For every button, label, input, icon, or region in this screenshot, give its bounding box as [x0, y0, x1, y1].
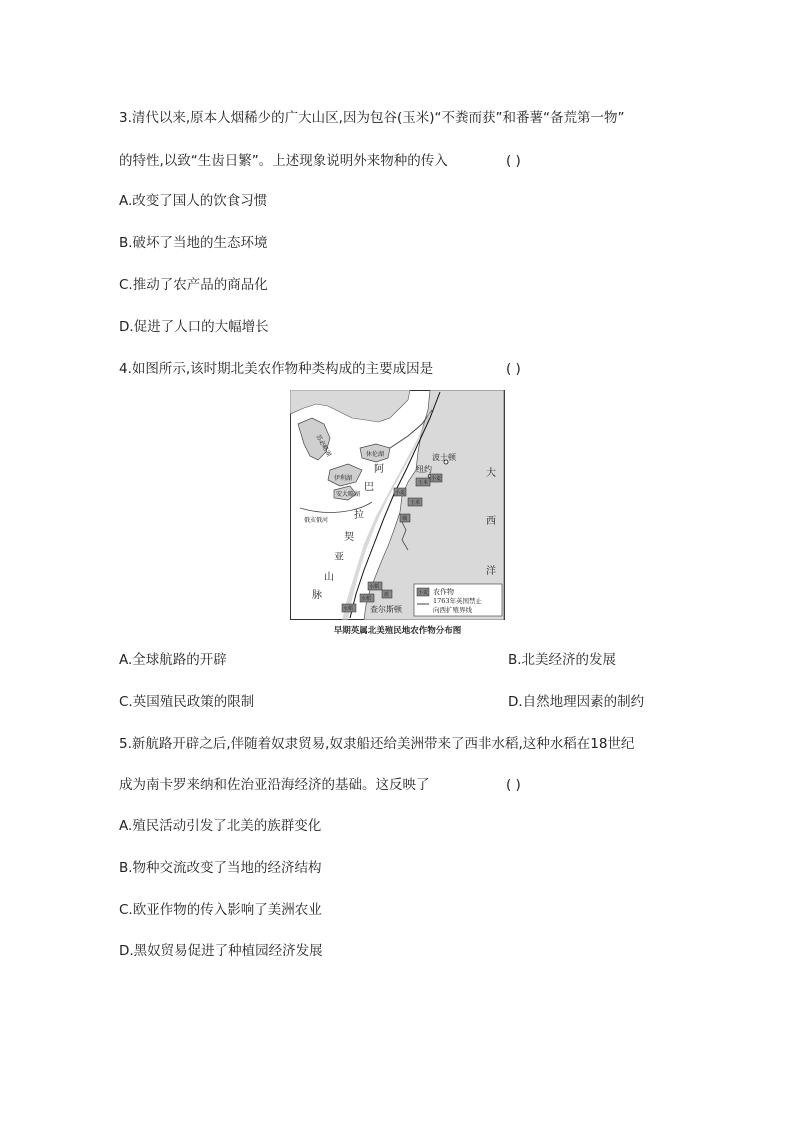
- svg-text:水稻: 水稻: [369, 584, 380, 590]
- q3-answer-paren: ( ): [506, 153, 521, 169]
- label-appalachian-5: 山: [324, 572, 334, 583]
- label-lake-superior: 苏必略湖: [314, 433, 333, 458]
- label-appalachian-6: 脉: [312, 590, 322, 601]
- svg-text:玉米: 玉米: [418, 480, 429, 486]
- map-legend: [414, 584, 502, 616]
- q3-stem-line1: 3.清代以来,原本人烟稀少的广大山区,因为包谷(玉米)“不粪而获”和番薯“备荒第一物”: [119, 110, 625, 126]
- q4-answer-paren: ( ): [506, 361, 521, 377]
- q4-option-d: D.自然地理因素的制约: [508, 694, 645, 710]
- crop-box-lan: [382, 590, 392, 598]
- svg-text:玉米: 玉米: [410, 500, 421, 506]
- svg-text:小麦: 小麦: [395, 490, 406, 496]
- q5-stem-line1: 5.新航路开辟之后,伴随着奴隶贸易,奴隶船还给美洲带来了西非水稻,这种水稻在18世纪: [119, 736, 635, 752]
- label-atlantic-1: 西: [486, 516, 496, 527]
- crop-box-yumi: [416, 478, 430, 486]
- q4-option-b: B.北美经济的发展: [508, 652, 617, 668]
- label-atlantic-2: 洋: [486, 566, 496, 577]
- label-appalachian-4: 亚: [334, 552, 344, 563]
- label-atlantic-0: 大: [486, 468, 496, 479]
- svg-text:农作物: 农作物: [433, 588, 454, 596]
- svg-text:向西扩殖界线: 向西扩殖界线: [433, 606, 472, 614]
- label-lake-ontario: 安大略湖: [336, 491, 361, 498]
- crop-box-shuidao-2: [360, 594, 374, 602]
- q5-option-b: B.物种交流改变了当地的经济结构: [119, 860, 322, 876]
- q3-option-b: B.破坏了当地的生态环境: [119, 235, 268, 251]
- crop-box-xiaomai-north: [430, 474, 442, 482]
- q5-option-c: C.欧亚作物的传入影响了美洲农业: [119, 902, 322, 918]
- label-lake-erie: 伊利湖: [334, 475, 353, 482]
- map-caption: 早期英属北美殖民地农作物分布图: [333, 626, 462, 636]
- q3-option-a: A.改变了国人的饮食习惯: [119, 193, 268, 209]
- crop-box-yan: [400, 514, 410, 522]
- label-new-york: 纽约: [416, 465, 432, 474]
- svg-text:水稻: 水稻: [361, 596, 372, 602]
- svg-text:蓝: 蓝: [384, 592, 390, 598]
- label-ohio-river: 俄亥俄河: [304, 517, 329, 524]
- label-charleston: 查尔斯顿: [370, 605, 402, 614]
- label-appalachian-0: 阿: [374, 464, 384, 475]
- q3-option-c: C.推动了农产品的商品化: [119, 277, 268, 293]
- label-appalachian-1: 巴: [364, 482, 374, 493]
- q4-stem: 4.如图所示,该时期北美农作物种类构成的主要成因是: [119, 361, 434, 377]
- svg-text:水稻: 水稻: [343, 606, 354, 612]
- svg-text:小麦: 小麦: [431, 476, 442, 482]
- colonial-crop-map: [290, 390, 505, 620]
- label-appalachian-3: 契: [344, 532, 354, 543]
- crop-box-xiaomai-mid: [394, 488, 406, 496]
- q5-stem-line2: 成为南卡罗来纳和佐治亚沿海经济的基础。这反映了: [119, 777, 430, 793]
- label-boston: 波士顿: [432, 453, 456, 462]
- label-appalachian-2: 拉: [354, 510, 364, 521]
- svg-text:烟: 烟: [402, 516, 408, 522]
- svg-text:小麦: 小麦: [418, 590, 429, 596]
- q3-option-d: D.促进了人口的大幅增长: [119, 319, 269, 335]
- q5-option-a: A.殖民活动引发了北美的族群变化: [119, 818, 322, 834]
- q5-answer-paren: ( ): [506, 777, 521, 793]
- crop-box-shuidao-3: [342, 604, 356, 612]
- label-lake-huron: 休伦湖: [366, 451, 385, 458]
- q4-option-a: A.全球航路的开辟: [119, 652, 227, 668]
- svg-text:1763年英国禁止: 1763年英国禁止: [433, 597, 483, 605]
- q4-option-c: C.英国殖民政策的限制: [119, 694, 255, 710]
- q3-stem-line2: 的特性,以致“生齿日繁”。上述现象说明外来物种的传入: [119, 153, 448, 169]
- crop-box-yumi-mid: [408, 498, 422, 506]
- crop-box-shuidao-1: [368, 582, 382, 590]
- q5-option-d: D.黑奴贸易促进了种植园经济发展: [119, 943, 323, 959]
